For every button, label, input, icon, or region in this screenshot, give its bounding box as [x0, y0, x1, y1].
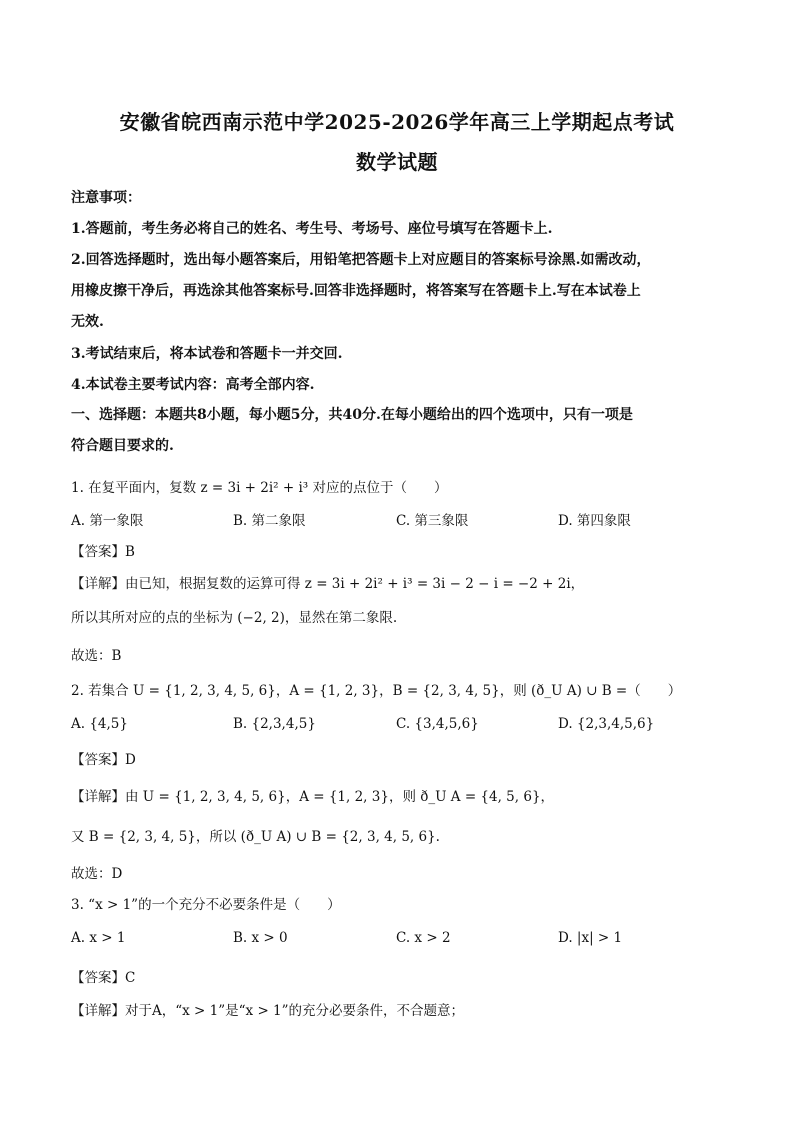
question-1-option-a: A. 第一象限 — [71, 513, 144, 529]
question-1-options — [71, 509, 711, 529]
question-3-option-b: B. x > 0 — [233, 930, 288, 946]
question-3-option-d: D. |x| > 1 — [558, 930, 623, 946]
question-2-answer: 【答案】D — [71, 752, 136, 768]
question-2-option-c: C. {3,4,5,6} — [396, 716, 479, 732]
notes-item-2-line-1: 2.回答选择题时，选出每小题答案后，用铅笔把答题卡上对应题目的答案标号涂黑.如需改动， — [71, 252, 651, 268]
question-2-stem: 2. 若集合 U = {1, 2, 3, 4, 5, 6}，A = {1, 2, 3}，B = {2, 3, 4, 5}，则 (ð_U A) ∪ B =（ ） — [71, 683, 682, 699]
question-1-stem-suffix: 对应的点位于（ ） — [312, 480, 448, 496]
section-1-instructions-line-2: 符合题目要求的. — [71, 438, 174, 454]
question-3-options — [71, 930, 711, 950]
notes-item-4: 4.本试卷主要考试内容：高考全部内容. — [71, 377, 315, 393]
question-1-detail-line-1: 【详解】由已知，根据复数的运算可得 z = 3i + 2i² + i³ = 3i − 2 − i = −2 + 2i， — [71, 576, 585, 592]
question-1-option-c: C. 第三象限 — [396, 513, 469, 529]
exam-subtitle: 数学试题 — [356, 150, 438, 174]
notes-heading: 注意事项： — [71, 190, 141, 206]
question-1-detail-line-2: 所以其所对应的点的坐标为 (−2, 2)，显然在第二象限. — [71, 610, 398, 626]
question-1-choose: 故选：B — [71, 648, 122, 664]
question-2-option-d: D. {2,3,4,5,6} — [558, 716, 655, 732]
question-3-answer: 【答案】C — [71, 970, 136, 986]
notes-item-3: 3.考试结束后，将本试卷和答题卡一并交回. — [71, 346, 343, 362]
question-3-detail-line-1: 【详解】对于A，“x > 1”是“x > 1”的充分必要条件，不合题意； — [71, 1003, 465, 1019]
question-1-answer: 【答案】B — [71, 544, 135, 560]
question-3-option-a: A. x > 1 — [71, 930, 126, 946]
question-1-stem — [71, 476, 448, 496]
exam-title: 安徽省皖西南示范中学2025-2026学年高三上学期起点考试 — [119, 110, 675, 134]
question-3-stem: 3. “x > 1”的一个充分不必要条件是（ ） — [71, 897, 341, 913]
notes-item-1: 1.答题前，考生务必将自己的姓名、考生号、考场号、座位号填写在答题卡上. — [71, 221, 553, 237]
question-1-stem-prefix: 1. 在复平面内，复数 — [71, 480, 197, 496]
question-1-stem-formula: z = 3i + 2i² + i³ — [200, 480, 309, 496]
notes-item-2-line-3: 无效. — [71, 314, 104, 330]
section-1-instructions-line-1: 一、选择题：本题共8小题，每小题5分，共40分.在每小题给出的四个选项中，只有一项是 — [71, 407, 633, 423]
question-1-option-b: B. 第二象限 — [233, 513, 306, 529]
question-2-options — [71, 716, 711, 736]
question-1-option-d: D. 第四象限 — [558, 513, 631, 529]
question-2-detail-line-1: 【详解】由 U = {1, 2, 3, 4, 5, 6}，A = {1, 2, 3}，则 ð_U A = {4, 5, 6}， — [71, 789, 555, 805]
question-2-option-b: B. {2,3,4,5} — [233, 716, 316, 732]
notes-item-2-line-2: 用橡皮擦干净后，再选涂其他答案标号.回答非选择题时，将答案写在答题卡上.写在本试卷上 — [71, 283, 641, 299]
question-3-option-c: C. x > 2 — [396, 930, 451, 946]
question-2-choose: 故选：D — [71, 866, 123, 882]
question-2-detail-line-2: 又 B = {2, 3, 4, 5}，所以 (ð_U A) ∪ B = {2, 3, 4, 5, 6}. — [71, 829, 440, 845]
question-2-option-a: A. {4,5} — [71, 716, 128, 732]
